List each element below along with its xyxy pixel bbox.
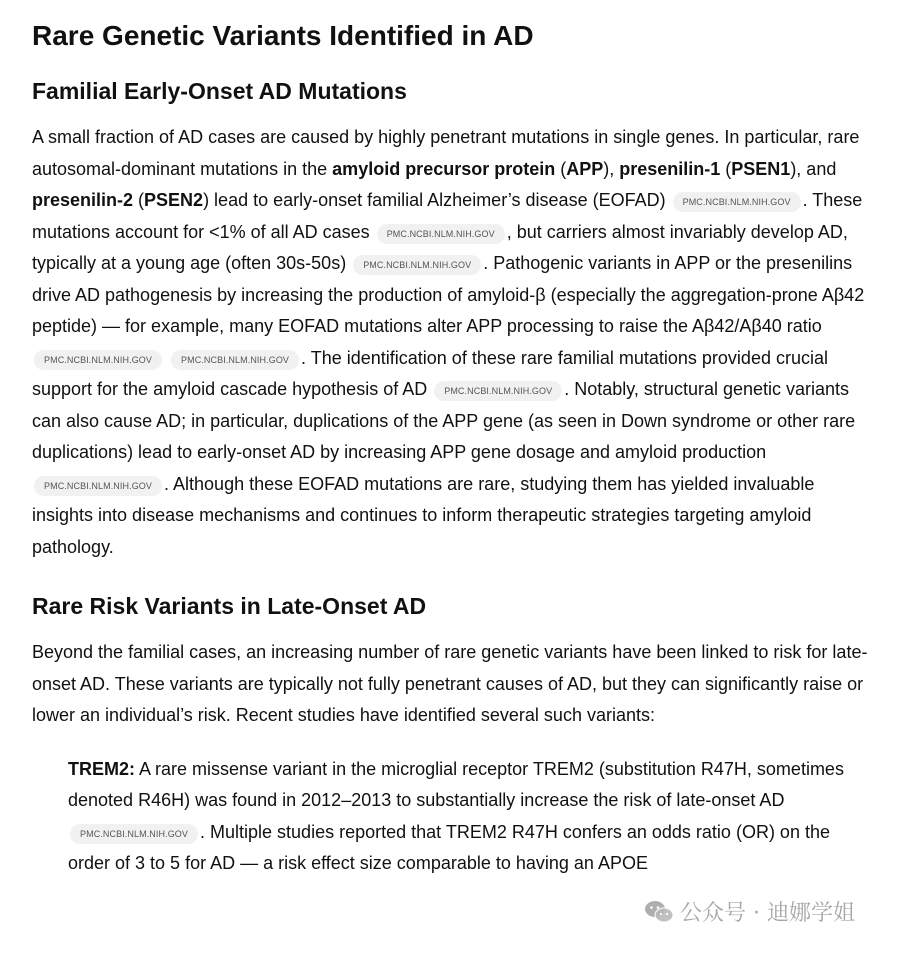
section-heading-familial: Familial Early-Onset AD Mutations — [32, 78, 407, 104]
text-run: A small fraction of AD cases are caused by highly penetrant mutations in single genes. In particular, rare autosomal-dominant mutations in the — [32, 127, 860, 179]
page-title: Rare Genetic Variants Identified in AD — [32, 20, 534, 51]
citation-badge[interactable]: PMC.NCBI.NLM.NIH.GOV — [377, 224, 505, 244]
citation-badge[interactable]: PMC.NCBI.NLM.NIH.GOV — [171, 350, 299, 370]
citation-badge[interactable]: PMC.NCBI.NLM.NIH.GOV — [70, 824, 198, 844]
citation-badge[interactable]: PMC.NCBI.NLM.NIH.GOV — [34, 476, 162, 496]
text-run: . Multiple studies reported that TREM2 R47H confers an odds ratio (OR) on the order of 3 to 5 for AD — a risk effect size comparable to having an APOE — [68, 821, 830, 873]
article — [32, 16, 872, 892]
watermark — [644, 896, 855, 927]
bold-term-app: APP — [566, 158, 604, 179]
list-item-trem2 — [32, 754, 872, 880]
text-run: , but carriers almost invariably develop AD, typically at a young age (often 30s-50s) — [32, 221, 848, 273]
citation-badge[interactable]: PMC.NCBI.NLM.NIH.GOV — [673, 192, 801, 212]
text-run: ), — [603, 158, 620, 179]
text-run: . Although these EOFAD mutations are rare, studying them has yielded invaluable insights into disease mechanisms and continues to inform therapeutic strategies targeting amyloid pathology. — [32, 473, 815, 557]
text-run: A rare missense variant in the microglial receptor TREM2 (substitution R47H, sometimes denoted R46H) was found in 2012–2013 to substantially increase the risk of late-onset AD — [68, 758, 844, 810]
bold-term-presenilin-2: presenilin-2 — [32, 190, 134, 210]
watermark-text: 公众号 · 迪娜学姐 — [680, 901, 855, 926]
text-run: ) lead to early-onset familial Alzheimer’s disease (EOFAD) — [203, 190, 671, 210]
text-run: . The identification of these rare familial mutations provided crucial support for the amyloid cascade hypothesis of AD — [32, 347, 828, 399]
bold-term-presenilin-1: presenilin-1 — [619, 158, 721, 179]
text-run: ), and — [790, 158, 837, 179]
paragraph-familial — [32, 122, 872, 563]
bold-term-psen2: PSEN2 — [144, 190, 204, 210]
text-run: . Pathogenic variants in APP or the presenilins drive AD pathogenesis by increasing the production of amyloid-β (especially the aggregation-prone Aβ42 peptide) — for example, many EOFAD mutations alter APP processing to raise the Aβ42/Aβ40 ratio — [32, 253, 865, 336]
text-run: ( — [133, 190, 145, 210]
section-heading-late-onset: Rare Risk Variants in Late-Onset AD — [32, 593, 427, 619]
bold-term-trem2: TREM2: — [68, 758, 135, 779]
text-run: . Notably, structural genetic variants can also cause AD; in particular, duplications of the APP gene (as seen in Down syndrome or other rare duplications) lead to early-onset AD by increasing APP gene dosage and amyloid production — [32, 379, 856, 462]
wechat-icon — [644, 899, 674, 925]
text-run: . These mutations account for <1% of all AD cases — [32, 190, 863, 242]
bold-term-psen1: PSEN1 — [731, 158, 791, 179]
text-run: ( — [720, 158, 732, 179]
bold-term-app-protein: amyloid precursor protein — [332, 158, 556, 179]
paragraph-late-onset-intro: Beyond the familial cases, an increasing number of rare genetic variants have been linked to risk for late-onset AD. These variants are typically not fully penetrant causes of AD, but they can significantly raise or lower an individual’s risk. Recent studies have identified several such variants: — [32, 642, 868, 725]
text-run: ( — [555, 158, 567, 179]
citation-badge[interactable]: PMC.NCBI.NLM.NIH.GOV — [34, 350, 162, 370]
citation-badge[interactable]: PMC.NCBI.NLM.NIH.GOV — [353, 255, 481, 275]
citation-badge[interactable]: PMC.NCBI.NLM.NIH.GOV — [434, 381, 562, 401]
